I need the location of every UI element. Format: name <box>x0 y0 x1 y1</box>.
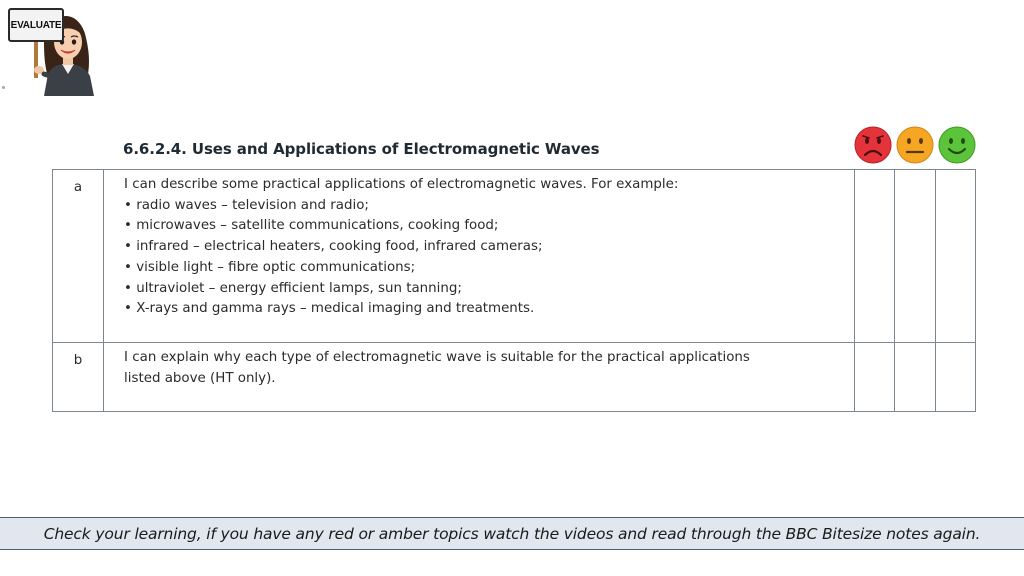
evaluate-sign-label: EVALUATE <box>10 19 62 31</box>
row-statement <box>104 343 855 412</box>
page-title: 6.6.2.4. Uses and Applications of Electromagnetic Waves <box>123 140 600 158</box>
red-rating-cell[interactable] <box>854 170 894 343</box>
list-item: • visible light – fibre optic communications; <box>124 259 416 275</box>
statement-intro: I can describe some practical applications of electromagnetic waves. For example: <box>124 177 679 192</box>
row-statement <box>104 170 855 343</box>
footer-banner <box>0 517 1024 550</box>
evaluate-mascot <box>4 4 100 96</box>
row-id: b <box>53 343 104 412</box>
green-rating-cell[interactable] <box>935 343 975 412</box>
row-id: a <box>53 170 104 343</box>
list-item: • ultraviolet – energy efficient lamps, sun tanning; <box>124 280 462 296</box>
table-row <box>53 343 976 412</box>
amber-rating-cell[interactable] <box>894 343 935 412</box>
green-rating-cell[interactable] <box>935 170 975 343</box>
footer-message: Check your learning, if you have any red or amber topics watch the videos and read through the BBC Bitesize notes again. <box>43 524 981 543</box>
sad-face-icon <box>855 127 891 163</box>
list-item: • microwaves – satellite communications, cooking food; <box>124 218 499 234</box>
red-rating-cell[interactable] <box>854 343 894 412</box>
list-item: • infrared – electrical heaters, cooking food, infrared cameras; <box>124 239 543 255</box>
happy-face-icon <box>939 127 975 163</box>
neutral-face-icon <box>897 127 933 163</box>
rating-faces <box>854 126 976 164</box>
list-item: • X-rays and gamma rays – medical imaging and treatments. <box>124 301 535 317</box>
evaluate-sign <box>8 8 64 42</box>
statement-line: listed above (HT only). <box>124 370 276 386</box>
statement-line: I can explain why each type of electromagnetic wave is suitable for the practical applications <box>124 350 750 365</box>
checklist-table <box>52 169 976 412</box>
list-item: • radio waves – television and radio; <box>124 197 369 213</box>
amber-rating-cell[interactable] <box>894 170 935 343</box>
table-row <box>53 170 976 343</box>
